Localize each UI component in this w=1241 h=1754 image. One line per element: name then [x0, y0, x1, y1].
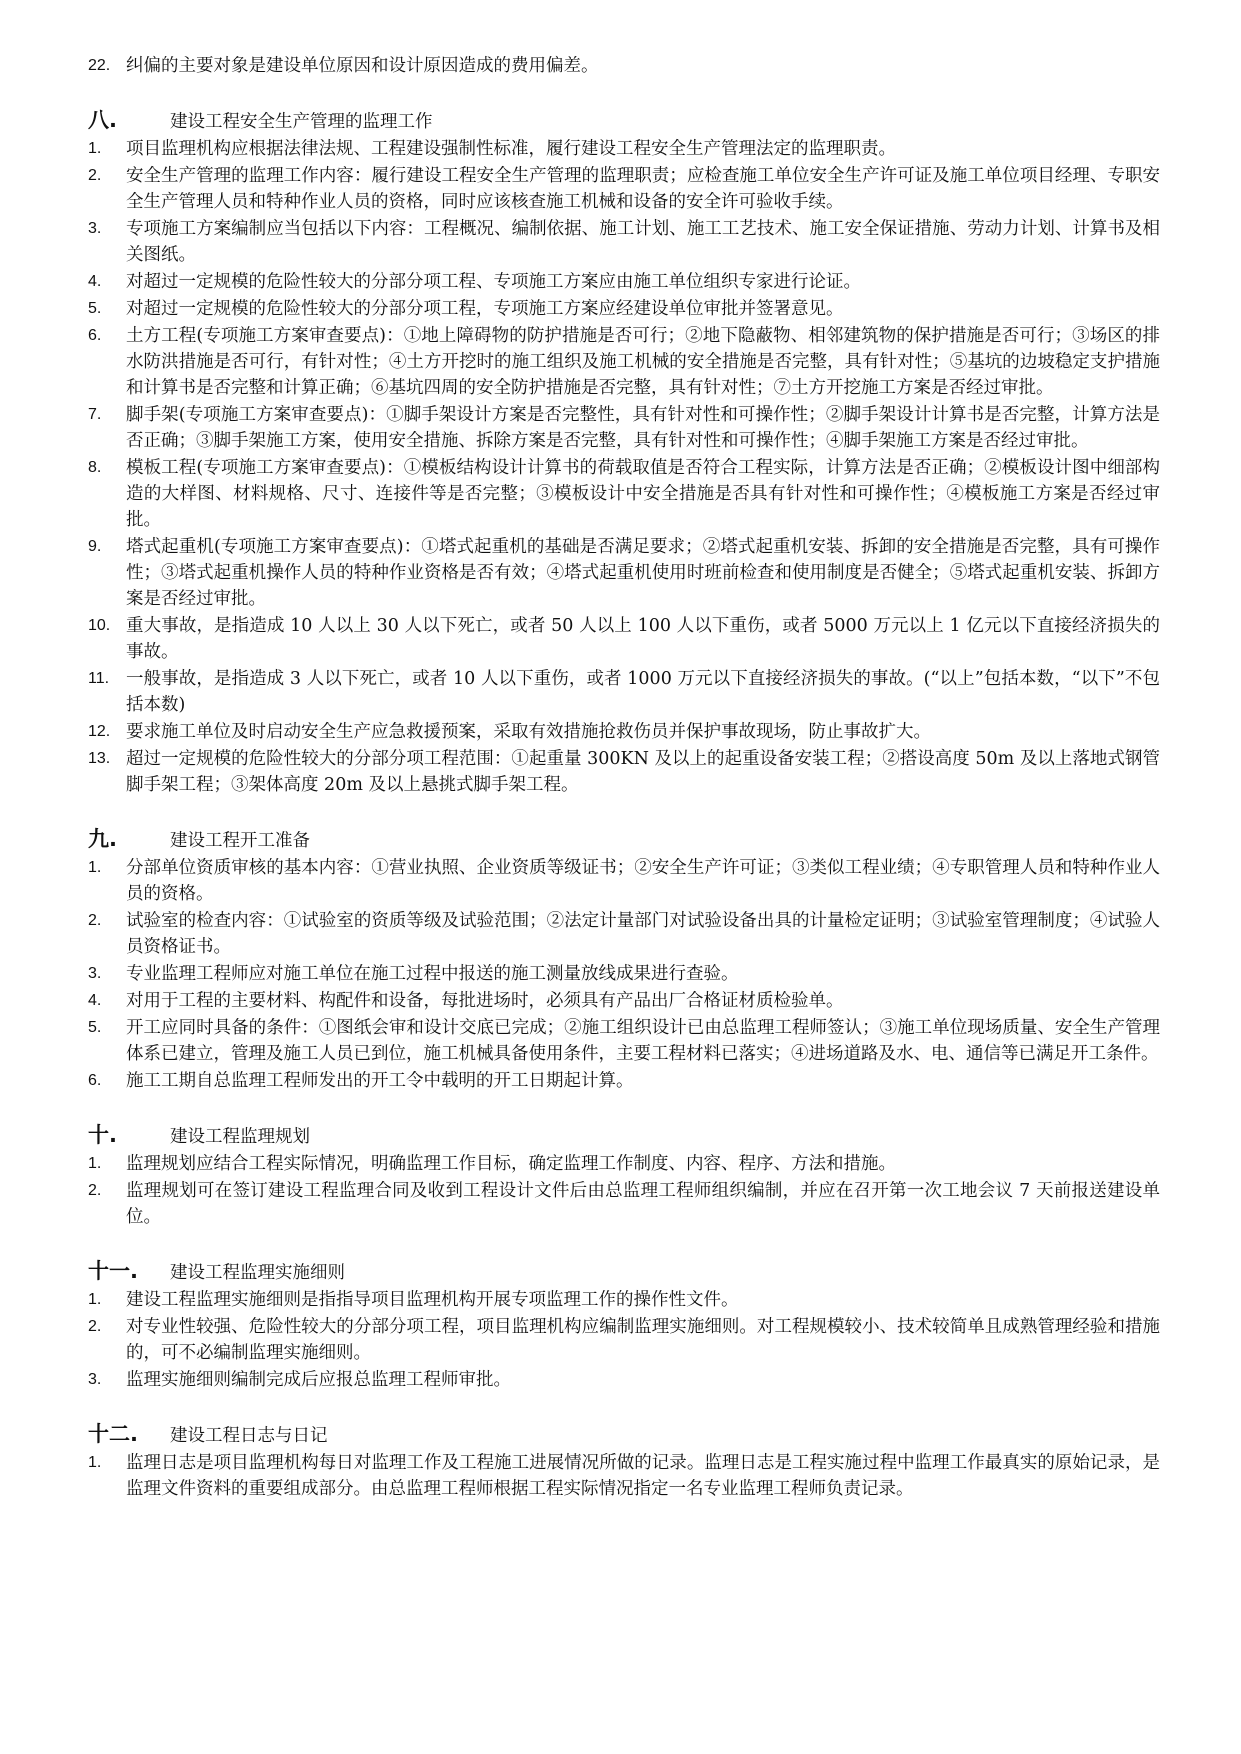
- item-number: 1.: [88, 140, 102, 157]
- list-item: [88, 1068, 1160, 1094]
- item-number: 12.: [88, 723, 111, 740]
- list-item: [88, 988, 1160, 1014]
- list-item: [88, 1450, 1160, 1502]
- section-heading: [88, 1256, 1160, 1286]
- item-text: 脚手架(专项施工方案审查要点)：①脚手架设计方案是否完整性，具有针对性和可操作性；②脚手架设计计算书是否完整，计算方法是否正确；③脚手架施工方案，使用安全措施、拆除方案是否完整，具有针对性和可操作性；④脚手架施工方案是否经过审批。: [126, 405, 1160, 451]
- list-item: [88, 163, 1160, 215]
- list-item: [88, 455, 1160, 533]
- item-number: 3.: [88, 220, 102, 237]
- section-number: 十.: [88, 1123, 117, 1147]
- item-number: 2.: [88, 1318, 102, 1335]
- section: [88, 1419, 1160, 1502]
- item-number: 11.: [88, 670, 110, 687]
- item-text: 模板工程(专项施工方案审查要点)：①模板结构设计计算书的荷载取值是否符合工程实际，计算方法是否正确；②模板设计图中细部构造的大样图、材料规格、尺寸、连接件等是否完整；③模板设计中安全措施是否具有针对性和可操作性；④模板施工方案是否经过审批。: [126, 458, 1160, 530]
- list-item: [88, 53, 1160, 79]
- list-item: [88, 1151, 1160, 1177]
- item-number: 1.: [88, 1454, 102, 1471]
- list-item: [88, 323, 1160, 401]
- section: [88, 1256, 1160, 1393]
- item-number: 9.: [88, 538, 102, 555]
- section: [88, 1120, 1160, 1230]
- list-item: [88, 296, 1160, 322]
- list-item: [88, 534, 1160, 612]
- item-text: 土方工程(专项施工方案审查要点)：①地上障碍物的防护措施是否可行；②地下隐蔽物、相邻建筑物的保护措施是否可行；③场区的排水防洪措施是否可行，有针对性；④土方开挖时的施工组织及施工机械的安全措施是否完整，具有针对性；⑤基坑的边坡稳定支护措施和计算书是否完整和计算正确；⑥基坑四周的安全防护措施是否完整，具有针对性；⑦土方开挖施工方案是否经过审批。: [126, 326, 1160, 398]
- list-item: [88, 908, 1160, 960]
- list-item: [88, 746, 1160, 798]
- item-text: 对用于工程的主要材料、构配件和设备，每批进场时，必须具有产品出厂合格证材质检验单。: [126, 991, 844, 1011]
- item-number: 10.: [88, 617, 111, 634]
- item-number: 4.: [88, 273, 102, 290]
- section-title: 建设工程监理规划: [170, 1127, 310, 1147]
- item-text: 分部单位资质审核的基本内容：①营业执照、企业资质等级证书；②安全生产许可证；③类似工程业绩；④专职管理人员和特种作业人员的资格。: [126, 858, 1160, 904]
- list-item: [88, 136, 1160, 162]
- item-text: 重大事故，是指造成 10 人以上 30 人以下死亡，或者 50 人以上 100 人以下重伤，或者 5000 万元以上 1 亿元以下直接经济损失的事故。: [126, 616, 1160, 662]
- list-item: [88, 1367, 1160, 1393]
- item-number: 6.: [88, 327, 102, 344]
- list-item: [88, 1314, 1160, 1366]
- list-item: [88, 613, 1160, 665]
- item-text: 超过一定规模的危险性较大的分部分项工程范围：①起重量 300KN 及以上的起重设备安装工程；②搭设高度 50m 及以上落地式钢管脚手架工程；③架体高度 20m 及以上悬挑式脚手架工程。: [126, 749, 1160, 795]
- item-text: 专业监理工程师应对施工单位在施工过程中报送的施工测量放线成果进行查验。: [126, 964, 739, 984]
- item-number: 3.: [88, 1371, 102, 1388]
- item-text: 对专业性较强、危险性较大的分部分项工程，项目监理机构应编制监理实施细则。对工程规模较小、技术较简单且成熟管理经验和措施的，可不必编制监理实施细则。: [126, 1317, 1160, 1363]
- item-number: 1.: [88, 1155, 102, 1172]
- document-page: [88, 52, 1160, 1502]
- item-number: 22.: [88, 57, 111, 74]
- item-number: 8.: [88, 459, 102, 476]
- item-number: 2.: [88, 1182, 102, 1199]
- item-number: 3.: [88, 965, 102, 982]
- section-title: 建设工程开工准备: [170, 831, 310, 851]
- section-number: 十一.: [88, 1259, 138, 1283]
- section-heading: [88, 105, 1160, 135]
- item-text: 试验室的检查内容：①试验室的资质等级及试验范围；②法定计量部门对试验设备出具的计量检定证明；③试验室管理制度；④试验人员资格证书。: [126, 911, 1160, 957]
- item-text: 建设工程监理实施细则是指指导项目监理机构开展专项监理工作的操作性文件。: [126, 1290, 739, 1310]
- list-item: [88, 961, 1160, 987]
- item-text: 监理实施细则编制完成后应报总监理工程师审批。: [126, 1370, 511, 1390]
- item-text: 对超过一定规模的危险性较大的分部分项工程，专项施工方案应经建设单位审批并签署意见。: [126, 299, 844, 319]
- item-text: 监理规划可在签订建设工程监理合同及收到工程设计文件后由总监理工程师组织编制，并应在召开第一次工地会议 7 天前报送建设单位。: [126, 1181, 1160, 1227]
- item-text: 开工应同时具备的条件：①图纸会审和设计交底已完成；②施工组织设计已由总监理工程师签认；③施工单位现场质量、安全生产管理体系已建立，管理及施工人员已到位，施工机械具备使用条件，主要工程材料已落实；④进场道路及水、电、通信等已满足开工条件。: [126, 1018, 1160, 1064]
- section-heading: [88, 1120, 1160, 1150]
- item-number: 13.: [88, 750, 111, 767]
- list-item: [88, 216, 1160, 268]
- item-text: 项目监理机构应根据法律法规、工程建设强制性标准，履行建设工程安全生产管理法定的监理职责。: [126, 139, 896, 159]
- item-text: 要求施工单位及时启动安全生产应急救援预案，采取有效措施抢救伤员并保护事故现场，防止事故扩大。: [126, 722, 931, 742]
- item-number: 7.: [88, 406, 102, 423]
- item-text: 纠偏的主要对象是建设单位原因和设计原因造成的费用偏差。: [126, 56, 599, 76]
- item-text: 施工工期自总监理工程师发出的开工令中载明的开工日期起计算。: [126, 1071, 634, 1091]
- item-text: 塔式起重机(专项施工方案审查要点)：①塔式起重机的基础是否满足要求；②塔式起重机安装、拆卸的安全措施是否完整，具有可操作性；③塔式起重机操作人员的特种作业资格是否有效；④塔式起重机使用时班前检查和使用制度是否健全；⑤塔式起重机安装、拆卸方案是否经过审批。: [126, 537, 1160, 609]
- section-heading: [88, 824, 1160, 854]
- item-text: 一般事故，是指造成 3 人以下死亡，或者 10 人以下重伤，或者 1000 万元以下直接经济损失的事故。(“以上”包括本数，“以下”不包括本数): [126, 669, 1160, 715]
- list-item: [88, 1015, 1160, 1067]
- section-number: 十二.: [88, 1422, 138, 1446]
- list-item: [88, 1178, 1160, 1230]
- list-item: [88, 666, 1160, 718]
- section-heading: [88, 1419, 1160, 1449]
- item-text: 监理日志是项目监理机构每日对监理工作及工程施工进展情况所做的记录。监理日志是工程实施过程中监理工作最真实的原始记录，是监理文件资料的重要组成部分。由总监理工程师根据工程实际情况指定一名专业监理工程师负责记录。: [126, 1453, 1160, 1499]
- item-number: 2.: [88, 912, 102, 929]
- list-item: [88, 402, 1160, 454]
- section-number: 九.: [88, 827, 117, 851]
- item-text: 监理规划应结合工程实际情况，明确监理工作目标，确定监理工作制度、内容、程序、方法和措施。: [126, 1154, 896, 1174]
- item-number: 6.: [88, 1072, 102, 1089]
- item-text: 专项施工方案编制应当包括以下内容：工程概况、编制依据、施工计划、施工工艺技术、施工安全保证措施、劳动力计划、计算书及相关图纸。: [126, 219, 1160, 265]
- list-item: [88, 269, 1160, 295]
- section: [88, 824, 1160, 1094]
- item-number: 2.: [88, 167, 102, 184]
- list-item: [88, 1287, 1160, 1313]
- item-number: 1.: [88, 859, 102, 876]
- section-number: 八.: [88, 108, 117, 132]
- list-item: [88, 719, 1160, 745]
- item-number: 4.: [88, 992, 102, 1009]
- item-text: 安全生产管理的监理工作内容：履行建设工程安全生产管理的监理职责；应检查施工单位安全生产许可证及施工单位项目经理、专职安全生产管理人员和特种作业人员的资格，同时应该核查施工机械和设备的安全许可验收手续。: [126, 166, 1160, 212]
- list-item: [88, 855, 1160, 907]
- item-text: 对超过一定规模的危险性较大的分部分项工程、专项施工方案应由施工单位组织专家进行论证。: [126, 272, 861, 292]
- item-number: 5.: [88, 1019, 102, 1036]
- section-title: 建设工程监理实施细则: [170, 1263, 345, 1283]
- section: [88, 105, 1160, 798]
- section-title: 建设工程日志与日记: [170, 1426, 328, 1446]
- item-number: 5.: [88, 300, 102, 317]
- item-number: 1.: [88, 1291, 102, 1308]
- section-title: 建设工程安全生产管理的监理工作: [170, 112, 433, 132]
